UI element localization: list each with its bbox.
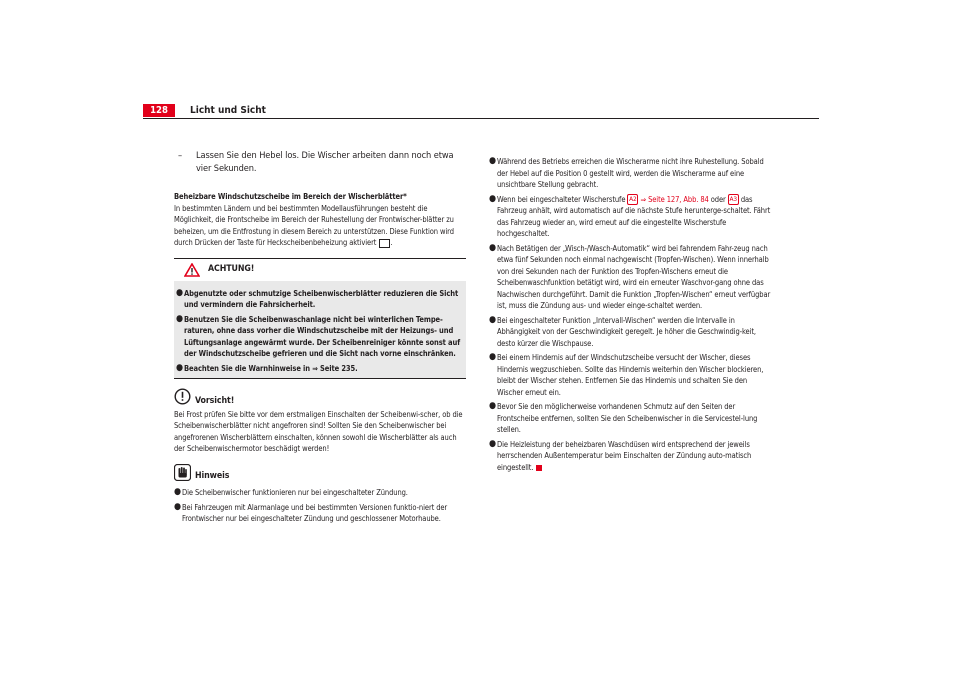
bullet-icon: ● [489,401,496,411]
heated-text-end: . [390,238,393,247]
step-dash: – [178,150,183,161]
info-item-text: Bevor Sie den möglicherweise vorhandenen Schmutz auf den Seiten der Frontscheibe entfernen, sollten Sie den Scheibenwischer in die Servicestel-lung stellen. [497,402,758,434]
warning-ref-end: . [355,363,358,373]
info-text-pre: Wenn bei eingeschalteter Wischerstufe [497,194,626,204]
warning-ref-prefix: Beachten Sie die Warnhinweise in [184,363,310,373]
bullet-icon: ● [489,352,496,362]
note-item [174,502,466,525]
page-title: Licht und Sicht [190,105,266,116]
info-item [489,156,771,191]
figure-reference-link[interactable]: ⇒ Seite 127, Abb. 84 [640,194,709,204]
page-reference-link[interactable]: Seite 235 [320,363,356,373]
arrow-icon: ⇒ [312,363,318,373]
bullet-icon: ● [489,193,496,204]
heated-windshield-heading: Beheizbare Windschutzscheibe im Bereich der Wischerblätter* [174,192,407,201]
warning-item [176,288,464,311]
note-header [174,464,466,485]
warning-item [176,314,464,360]
info-item [489,194,771,240]
note-item-text: Die Scheibenwischer funktionieren nur bei eingeschalteter Zündung. [182,488,408,497]
position-marker-a2: A2 [629,195,637,203]
warning-item-text [184,363,464,375]
info-item-text: Bei einem Hindernis auf der Windschutzscheibe versucht der Wischer, dieses Hindernis wegzuschieben. Sollte das Hindernis weiterhin den Wischer blockieren, bleibt der Wischer stehen. Entfernen Sie das Hindernis und schalten Sie den Wischer erneut ein. [497,353,764,397]
heated-windshield-text [174,203,466,249]
bullet-icon: ● [489,314,496,325]
section-end-icon [536,465,542,471]
info-item [489,439,771,474]
note-hand-icon [174,464,191,485]
warning-body [174,281,466,379]
warning-triangle-icon [184,263,200,277]
warning-box [174,258,466,380]
heated-text-body: In bestimmten Ländern und bei bestimmten Modellausführungen besteht die Möglichkeit, die Frontscheibe im Bereich der Ruhestellung der Frontwischer-blätter zu beheizen, um die Entfrostung in diesem Bereich zu unterstützen. Diese Funktion wird durch Drücken der Taste für Heckscheibenbeheizung aktiviert [174,203,454,247]
bullet-icon: ● [174,501,181,512]
rear-window-heating-icon [379,238,393,248]
warning-item-text: Abgenutzte oder schmutzige Scheibenwischerblätter reduzieren die Sicht und vermindern die Fahrsicherheit. [184,288,459,309]
note-item [174,487,466,499]
warning-header [174,259,466,281]
info-item-text: Während des Betriebs erreichen die Wischerarme nicht ihre Ruhestellung. Sobald der Hebel auf die Position 0 gestellt wird, werden die Wischerarme auf eine unsichtbare Stellung gebracht. [497,157,764,189]
bullet-icon: ● [174,487,181,497]
bullet-icon: ● [489,156,496,166]
caution-header [174,388,466,409]
caution-icon [174,388,191,409]
info-item [489,401,771,436]
page-number-badge: 128 [143,104,175,117]
warning-item-text: Benutzen Sie die Scheibenwaschanlage nicht bei winterlichen Tempe-raturen, ohne dass vorher die Windschutzscheibe mit der Heizungs- und Lüftungsanlage angewärmt wurde. Der Scheibenreiniger könnte sonst auf der Windschutzscheibe gefrieren und die Sicht nach vorne einschränken. [184,314,461,358]
info-text-mid: oder [710,194,726,204]
instruction-step [178,150,466,175]
info-item-text: Nach Betätigen der „Wisch-/Wasch-Automatik“ wird bei fahrendem Fahr-zeug nach etwa fünf Sekunden noch einmal nachgewischt (Tropfen-Wischen). Wenn innerhalb von drei Sekunden nach der Funktion des Tropfen-Wischens erneut die Scheibenwaschfunktion betätigt wird, wird ein erneuter Waschvor-gang ohne das Nachwischen durchgeführt. Damit die Funktion „Tropfen-Wischen“ erneut verfügbar ist, muss die Zündung aus- und wieder einge-schaltet werden. [497,243,771,310]
bullet-icon: ● [489,242,496,253]
caution-title: Vorsicht! [195,395,235,406]
info-item [489,352,771,398]
info-item-text-body: Die Heizleistung der beheizbaren Waschdüsen wird entsprechend der jeweils herrschenden Außentemperatur beim Einschalten der Zündung auto-matisch eingestellt. [497,439,752,472]
header-rule [143,118,819,119]
caution-text: Bei Frost prüfen Sie bitte vor dem erstmaligen Einschalten der Scheibenwi-scher, ob die Scheibenwischerblätter nicht angefroren sind! Sollten Sie den Scheibenwischer bei angefrorenen Wischerblättern einschalten, können sowohl die Wischerblätter als auch der Scheibenwischermotor beschädigt werden! [174,409,463,453]
note-title: Hinweis [195,471,230,481]
info-item-text: Bei eingeschalteter Funktion „Intervall-Wischen“ werden die Intervalle in Abhängigkeit von der Geschwindigkeit geregelt. Je höher die Geschwindig-keit, desto kürzer die Wischpause. [497,315,756,348]
step-text: Lassen Sie den Hebel los. Die Wischer arbeiten dann noch etwa vier Sekunden. [196,150,454,174]
info-item-text [497,194,771,240]
warning-item [176,363,464,375]
note-item-text: Bei Fahrzeugen mit Alarmanlage und bei bestimmten Versionen funktio-niert der Frontwischer nur bei eingeschalteter Zündung und geschlossener Motorhaube. [182,502,448,523]
bullet-icon: ● [489,438,496,449]
right-column [489,153,771,473]
info-item [489,315,771,350]
warning-title: ACHTUNG! [208,263,255,274]
bullet-icon: ● [176,362,183,373]
bullet-icon: ● [176,287,183,298]
left-column [174,150,466,525]
info-text-post: das Fahrzeug anhält, wird automatisch auf die nächste Stufe herunterge-schaltet. Fährt das Fahrzeug wieder an, wird erneut auf die eingestellte Wischerstufe hochgeschaltet. [497,194,771,238]
info-item-text [497,439,771,474]
position-marker-a3: A3 [729,195,738,203]
info-item [489,243,771,312]
bullet-icon: ● [176,313,183,324]
